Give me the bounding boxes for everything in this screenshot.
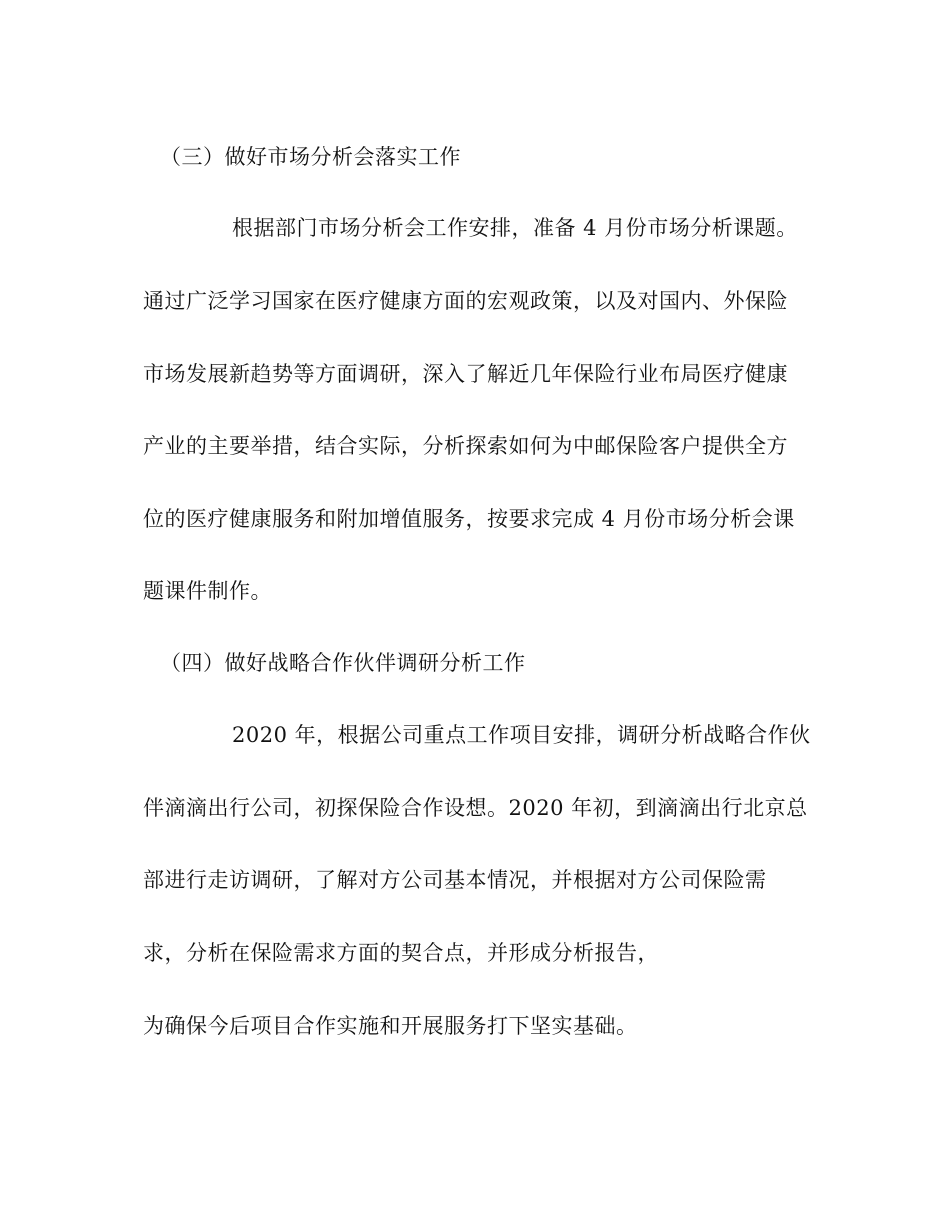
paragraph-line: 求，分析在保险需求方面的契合点，并形成分析报告，	[143, 941, 659, 965]
paragraph-line: 2020 年，根据公司重点工作项目安排，调研分析战略合作伙	[232, 723, 811, 747]
section-heading-3: （三）做好市场分析会落实工作	[160, 145, 461, 169]
paragraph-line: 部进行走访调研，了解对方公司基本情况，并根据对方公司保险需	[143, 868, 767, 892]
paragraph-line: 通过广泛学习国家在医疗健康方面的宏观政策，以及对国内、外保险	[143, 289, 788, 313]
section-heading-4: （四）做好战略合作伙伴调研分析工作	[160, 651, 526, 675]
paragraph-line: 伴滴滴出行公司，初探保险合作设想。2020 年初，到滴滴出行北京总	[143, 796, 808, 820]
paragraph-line: 产业的主要举措，结合实际，分析探索如何为中邮保险客户提供全方	[143, 434, 788, 458]
paragraph-line: 题课件制作。	[143, 579, 272, 603]
paragraph-line: 为确保今后项目合作实施和开展服务打下坚实基础。	[143, 1014, 638, 1038]
paragraph-line: 根据部门市场分析会工作安排，准备 4 月份市场分析课题。	[232, 216, 798, 240]
paragraph-line: 位的医疗健康服务和附加增值服务，按要求完成 4 月份市场分析会课	[143, 507, 795, 531]
paragraph-line: 市场发展新趋势等方面调研，深入了解近几年保险行业布局医疗健康	[143, 362, 788, 386]
